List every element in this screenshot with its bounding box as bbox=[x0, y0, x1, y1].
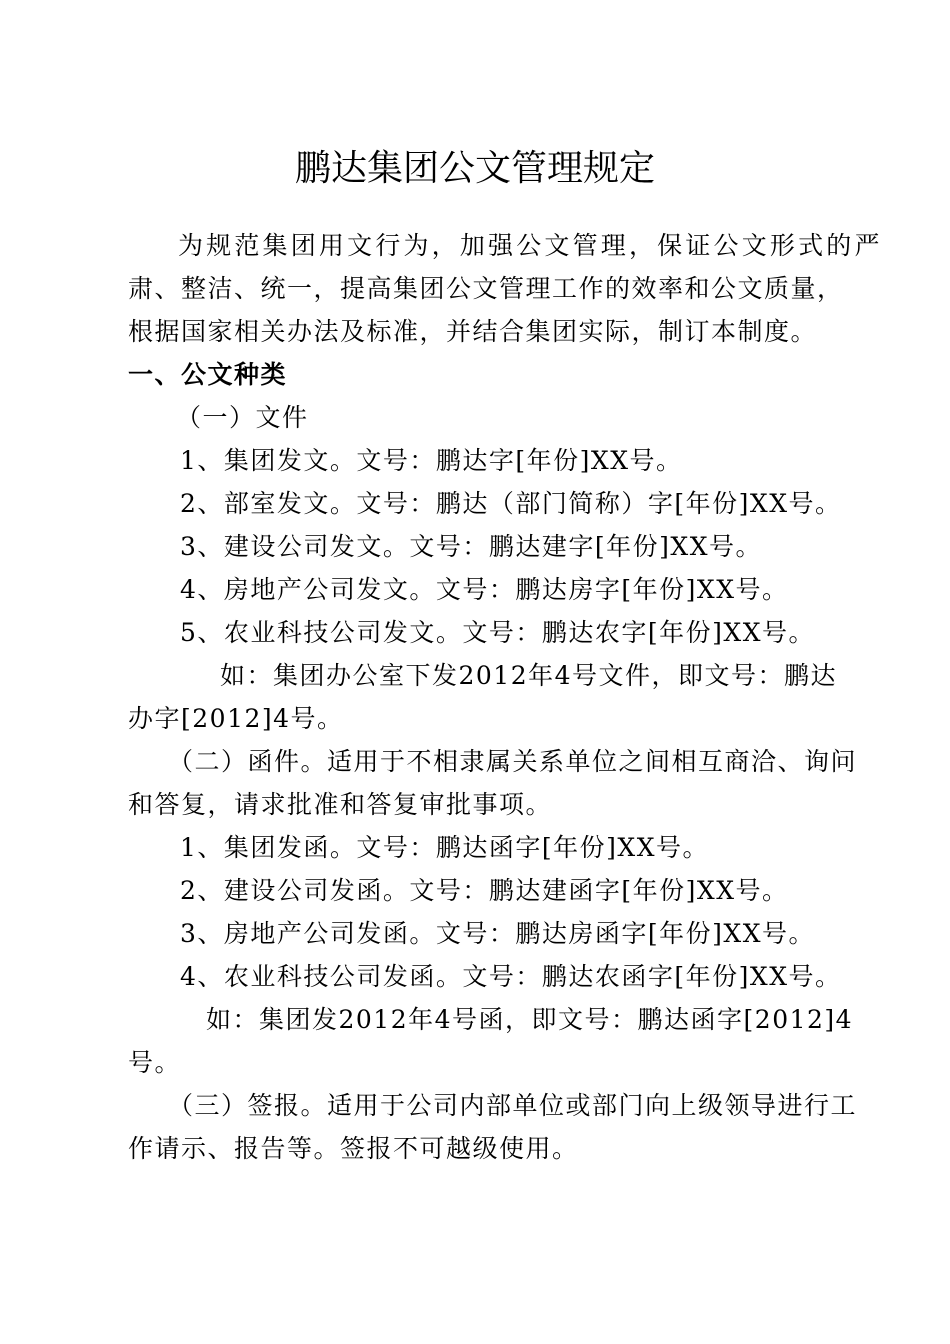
subsection-heading-cont: 和答复，请求批准和答复审批事项。 bbox=[128, 790, 553, 819]
subsection-heading-cont: 作请示、报告等。签报不可越级使用。 bbox=[128, 1134, 579, 1163]
intro-line: 为规范集团用文行为，加强公文管理，保证公文形式的严 bbox=[178, 231, 881, 260]
example-line: 如：集团发2012年4号函，即文号：鹏达函字[2012]4 bbox=[206, 1005, 854, 1034]
list-item: 5、农业科技公司发文。文号：鹏达农字[年份]XX号。 bbox=[180, 618, 816, 647]
subsection-heading: （二）函件。适用于不相隶属关系单位之间相互商洽、询问 bbox=[168, 747, 858, 776]
subsection-heading: （一）文件 bbox=[176, 403, 309, 432]
list-item: 3、房地产公司发函。文号：鹏达房函字[年份]XX号。 bbox=[180, 919, 816, 948]
example-line: 号。 bbox=[128, 1048, 182, 1077]
list-item: 4、农业科技公司发函。文号：鹏达农函字[年份]XX号。 bbox=[180, 962, 842, 991]
list-item: 3、建设公司发文。文号：鹏达建字[年份]XX号。 bbox=[180, 532, 763, 561]
list-item: 2、部室发文。文号：鹏达（部门简称）字[年份]XX号。 bbox=[180, 489, 842, 518]
example-line: 办字[2012]4号。 bbox=[128, 704, 344, 733]
list-item: 4、房地产公司发文。文号：鹏达房字[年份]XX号。 bbox=[180, 575, 789, 604]
list-item: 1、集团发文。文号：鹏达字[年份]XX号。 bbox=[180, 446, 683, 475]
example-line: 如：集团办公室下发2012年4号文件，即文号：鹏达 bbox=[220, 661, 838, 690]
list-item: 2、建设公司发函。文号：鹏达建函字[年份]XX号。 bbox=[180, 876, 789, 905]
section-heading: 一、公文种类 bbox=[128, 360, 288, 389]
subsection-heading: （三）签报。适用于公司内部单位或部门向上级领导进行工 bbox=[168, 1091, 858, 1120]
list-item: 1、集团发函。文号：鹏达函字[年份]XX号。 bbox=[180, 833, 710, 862]
document-body bbox=[128, 224, 881, 1170]
intro-line: 肃、整洁、统一，提高集团公文管理工作的效率和公文质量， bbox=[128, 274, 844, 303]
document-title: 鹏达集团公文管理规定 bbox=[294, 148, 655, 189]
intro-line: 根据国家相关办法及标准，并结合集团实际，制订本制度。 bbox=[128, 317, 818, 346]
